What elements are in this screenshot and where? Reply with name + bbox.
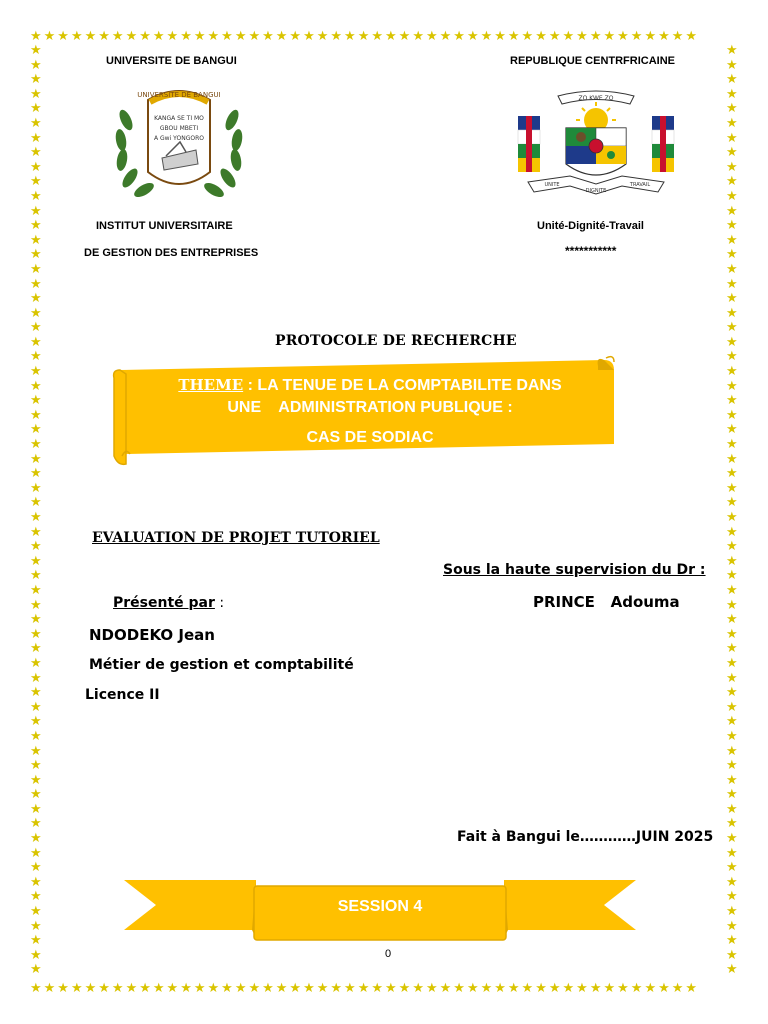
star-border-left: ★ ★ ★ ★ ★ ★ ★ ★ ★ ★ ★ ★ ★ ★ ★ ★ ★ ★ ★ ★ ★ ★ ★ ★ ★ ★ ★ ★ ★ ★ ★ ★ ★ ★ ★ ★ ★ ★ ★ ★ ★ ★ ★ ★ ★ ★ ★ ★ ★ ★ ★ ★ ★ ★ ★ ★ ★ ★ ★ ★ ★ ★ ★ ★: [30, 44, 42, 978]
university-seal-logo: [106, 80, 252, 206]
supervisor-name: PRINCE Adouma: [533, 593, 680, 611]
national-motto: Unité-Dignité-Travail: [537, 220, 644, 232]
theme-label: THEME: [178, 376, 244, 394]
seal-inner-line1: KANGA SE TI MO: [154, 115, 204, 122]
supervision-label: Sous la haute supervision du Dr :: [443, 562, 706, 578]
presented-by-label: Présenté par: [113, 595, 215, 611]
degree-level: Licence II: [85, 687, 160, 703]
student-name: NDODEKO Jean: [89, 626, 215, 644]
star-border-right: ★ ★ ★ ★ ★ ★ ★ ★ ★ ★ ★ ★ ★ ★ ★ ★ ★ ★ ★ ★ ★ ★ ★ ★ ★ ★ ★ ★ ★ ★ ★ ★ ★ ★ ★ ★ ★ ★ ★ ★ ★ ★ ★ ★ ★ ★ ★ ★ ★ ★ ★ ★ ★ ★ ★ ★ ★ ★ ★ ★ ★ ★ ★ ★: [726, 44, 738, 978]
theme-line1-text: : LA TENUE DE LA COMPTABILITE DANS: [243, 377, 562, 394]
theme-line1: [130, 374, 610, 397]
coat-ribbon-left: UNITE: [544, 182, 560, 188]
program-name: Métier de gestion et comptabilité: [89, 657, 354, 673]
protocol-title: PROTOCOLE DE RECHERCHE: [275, 333, 517, 349]
seal-ring-text: UNIVERSITE DE BANGUI: [137, 91, 221, 99]
seal-inner-line2: GBOU MBETI: [159, 125, 199, 132]
presented-by: [113, 595, 224, 611]
star-border-bottom: ★★★★★★★★★★★★★★★★★★★★★★★★★★★★★★★★★★★★★★★★★★★★★★★★★: [30, 982, 700, 996]
evaluation-title: EVALUATION DE PROJET TUTORIEL: [92, 530, 380, 546]
coat-ribbon-right: TRAVAIL: [629, 182, 651, 188]
theme-block: [130, 374, 610, 449]
country-name: REPUBLIQUE CENTRFRICAINE: [510, 55, 676, 67]
institute-line1: INSTITUT UNIVERSITAIRE: [96, 220, 233, 232]
place-date: Fait à Bangui le…………JUIN 2025: [457, 829, 714, 845]
star-border-top: ★★★★★★★★★★★★★★★★★★★★★★★★★★★★★★★★★★★★★★★★★★★★★★★★★: [30, 30, 700, 44]
coat-banner-text: ZO KWE ZO: [578, 95, 614, 102]
theme-line2: UNE ADMINISTRATION PUBLIQUE :: [227, 399, 513, 416]
theme-line3: CAS DE SODIAC: [306, 429, 434, 446]
session-label: SESSION 4: [337, 898, 423, 915]
presented-by-colon: :: [214, 595, 225, 611]
institute-line2: DE GESTION DES ENTREPRISES: [84, 247, 259, 259]
coat-of-arms-logo: [508, 86, 684, 204]
page-number: 0: [385, 948, 392, 960]
coat-ribbon-center: DIGNITE: [585, 188, 607, 194]
motto-stars: ***********: [565, 244, 617, 258]
university-name: UNIVERSITE DE BANGUI: [106, 55, 237, 67]
seal-inner-line3: A Gwi YONGORO: [154, 135, 204, 142]
